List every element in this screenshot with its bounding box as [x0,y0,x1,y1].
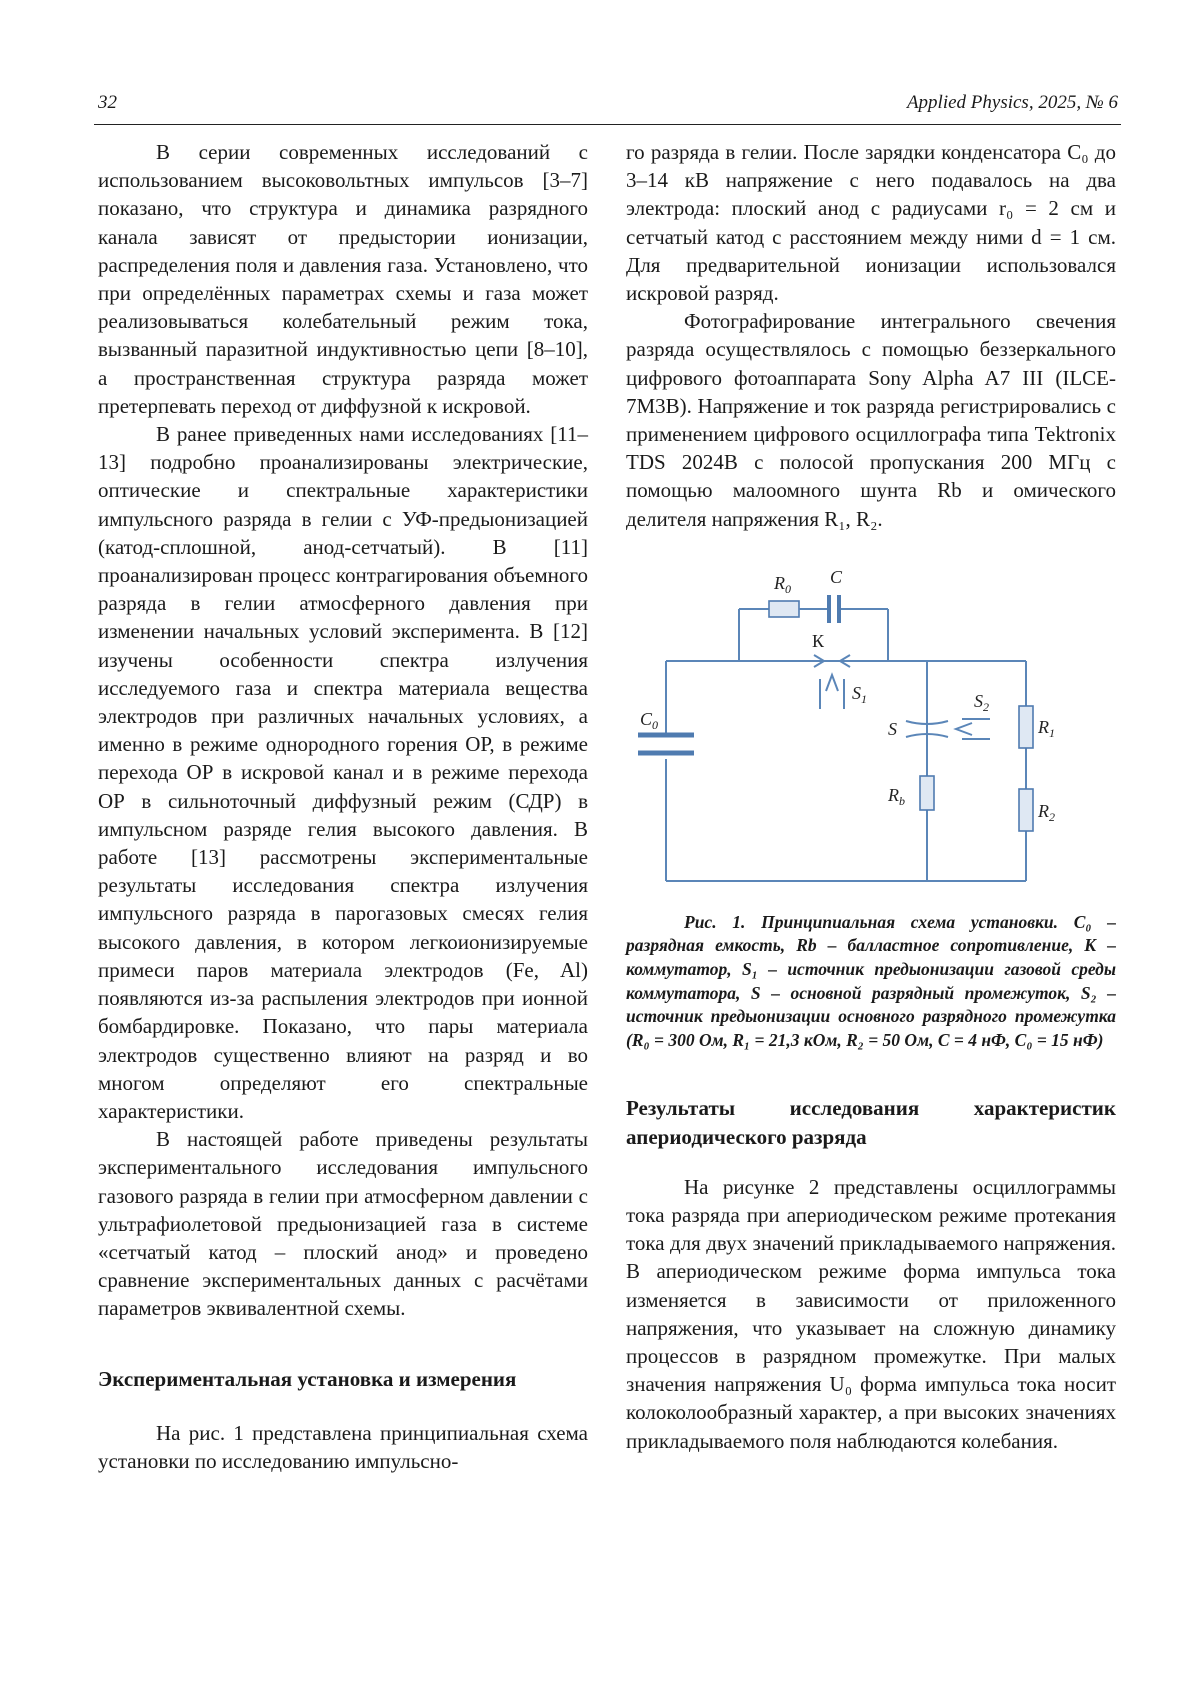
label-r0: $R_0$ [774,572,791,596]
paragraph: го разряда в гелии. После зарядки конденсатора C₀ до 3–14 кВ напряжение с него подавалось на два электрода: плоский анод с радиусами r₀ = 2 см и сетчатый катод с расстоянием между ними d = 1 см. Для предварительной ионизации использовался искровой разряд. [626,140,1116,306]
resistor-r2 [1019,789,1033,831]
label-c: C [830,566,843,587]
label-r2: $R_2$ [1038,800,1055,824]
resistor-r1 [1019,706,1033,748]
label-c0: $C_0$ [640,708,659,732]
paragraph: На рисунке 2 представлены осциллограммы тока разряда при апериодическом режиме протекания тока для двух значений прикладываемого напряжения. В апериодическом режиме форма импульса тока изменяется в зависимости от приложенного напряжения, что указывает на сложную динамику процессов в разрядном промежутке. При малых значения напряжения U₀ форма импульса тока носит колоколообразный характер, а при высоких значениях прикладываемого поля наблюдаются колебания. [626,1174,1116,1453]
label-s2: $S_2$ [974,690,989,714]
resistor-r0 [769,601,799,617]
s1-arrow [826,675,838,691]
label-k: К [812,630,825,651]
header-rule [94,124,1121,125]
section-heading: Экспериментальная установка и измерения [98,1366,517,1391]
circuit-diagram [626,551,1116,911]
page-header [98,90,1118,118]
paragraph: Фотографирование интегрального свечения разряда осуществлялось с помощью беззеркального цифрового фотоаппарата Sony Alpha A7 III (ILCE-7M3B). Напряжение и ток разряда регистрировались с применением цифрового осциллографа типа Tektronix TDS 2024B с полосой пропускания 200 МГц с помощью малоомного шунта Rb и омического делителя напряжения R₁, R₂. [626,309,1116,531]
s2-arrow [956,723,972,735]
figure-caption: Рис. 1. Принципиальная схема установки. C₀ – разрядная емкость, Rb – балластное сопротивление, К – коммутатор, S₁ – источник предыонизации газовой среды коммутатора, S – основной разрядный промежуток, S₂ – источник предыонизации основного разрядного промежутка (R₀ = 300 Ом, R₁ = 21,3 кОм, R₂ = 50 Ом, C = 4 нФ, C₀ = 15 нФ) [626,911,1116,1050]
paragraph: На рис. 1 представлена принципиальная схема установки по исследованию импульсно- [98,1420,588,1473]
section-heading: Результаты исследования характеристик апериодического разряда [626,1096,1116,1149]
page-number: 32 [98,92,117,113]
left-column [98,138,588,1475]
paragraph: В серии современных исследований с использованием высоковольтных импульсов [3–7] показано, что структура и динамика разрядного канала зависят от предыстории ионизации, распределения поля и давления газа. Установлено, что при определённых параметрах схемы и газа может реализовываться колебательный режим тока, вызванный паразитной индуктивностью цепи [8–10], а пространственная структура разряда может претерпевать переход от диффузной к искровой. [98,140,588,418]
journal-title: Applied Physics, 2025, № 6 [906,92,1118,113]
label-rb: $R_b$ [888,784,905,808]
paragraph: В настоящей работе приведены результаты экспериментального исследования импульсного газового разряда в гелии при атмосферном давлении с ультрафиолетовой предыонизацией газа в системе «сетчатый катод – плоский анод» и проведено сравнение экспериментальных данных с расчётами параметров эквивалентной схемы. [98,1127,588,1321]
resistor-rb [920,776,934,810]
paragraph: В ранее приведенных нами исследованиях [11–13] подробно проанализированы электрические, оптические и спектральные характеристики импульсного разряда в гелии с УФ-предыонизацией (катод-сплошной, анод-сетчатый). В [11] проанализирован процесс контрагирования объемного разряда в гелии атмосферного давления при изменении начальных условий эксперимента. В [12] изучены особенности спектра излучения исследуемого газа и спектра материала вещества электродов при различных начальных условиях, а именно в режиме однородного горения ОР, в режиме перехода ОР в искровой канал и в режиме перехода ОР в сильноточный диффузный режим (СДР) в импульсном разряде гелия высокого давления. В работе [13] рассмотрены экспериментальные результаты исследования спектра излучения импульсного разряда в парогазовых смесях гелия высокого давления, в котором легкоионизируемые примеси паров материала электродов (Fe, Al) появляются из-за распыления электродов при ионной бомбардировке. Показано, что пары материала электродов существенно влияют на разряд и во многом определяют его спектральные характеристики. [98,422,588,1123]
label-s: S [888,718,897,739]
label-s1: $S_1$ [852,682,867,706]
label-r1: $R_1$ [1038,716,1055,740]
circuit-figure [626,551,1116,911]
right-column [626,138,1116,1455]
